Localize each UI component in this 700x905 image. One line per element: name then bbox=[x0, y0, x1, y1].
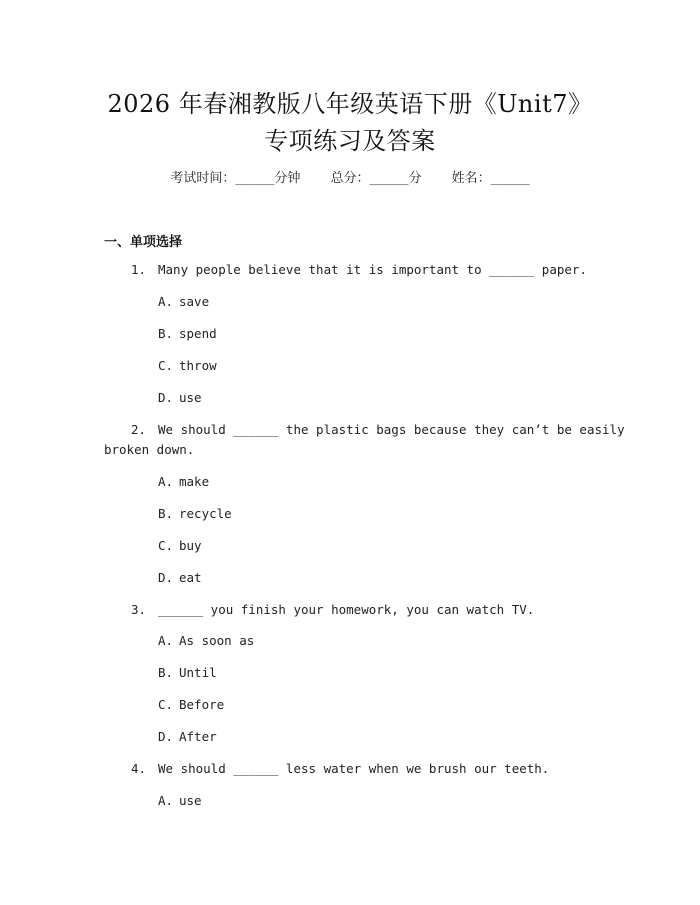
question-4 bbox=[131, 761, 549, 777]
option-1a bbox=[158, 294, 209, 310]
option-3b bbox=[158, 665, 217, 681]
question-3 bbox=[131, 602, 534, 618]
option-letter: A. bbox=[158, 633, 174, 648]
question-text: ______ you finish your homework, you can watch TV. bbox=[158, 602, 535, 617]
question-number: 1. bbox=[131, 262, 147, 277]
option-text: buy bbox=[179, 538, 202, 553]
option-letter: A. bbox=[158, 474, 174, 489]
option-letter: C. bbox=[158, 358, 174, 373]
option-text: spend bbox=[179, 326, 217, 341]
question-2 bbox=[131, 422, 625, 438]
option-letter: D. bbox=[158, 390, 174, 405]
exam-meta-line bbox=[0, 167, 700, 186]
option-1c bbox=[158, 358, 217, 374]
option-4a bbox=[158, 793, 202, 809]
question-1 bbox=[131, 262, 587, 278]
option-text: eat bbox=[179, 570, 202, 585]
section-heading: 一、单项选择 bbox=[104, 235, 183, 250]
question-number: 2. bbox=[131, 422, 147, 437]
question-2-continuation: broken down. bbox=[104, 442, 195, 457]
option-text: Until bbox=[179, 665, 217, 680]
option-letter: C. bbox=[158, 697, 174, 712]
question-text: Many people believe that it is important to ______ paper. bbox=[158, 262, 587, 277]
option-letter: C. bbox=[158, 538, 174, 553]
option-1b bbox=[158, 326, 217, 342]
option-text: use bbox=[179, 793, 202, 808]
option-3c bbox=[158, 697, 224, 713]
option-2c bbox=[158, 538, 202, 554]
document-title-line-2: 专项练习及答案 bbox=[264, 127, 436, 155]
option-text: recycle bbox=[179, 506, 232, 521]
exam-time-field: 考试时间：______分钟 bbox=[170, 171, 301, 186]
option-text: throw bbox=[179, 358, 217, 373]
document-title-line-1: 2026 年春湘教版八年级英语下册《Unit7》 bbox=[107, 90, 593, 118]
option-letter: D. bbox=[158, 570, 174, 585]
option-letter: D. bbox=[158, 729, 174, 744]
option-3a bbox=[158, 633, 254, 649]
option-letter: B. bbox=[158, 506, 174, 521]
question-number: 3. bbox=[131, 602, 147, 617]
option-2b bbox=[158, 506, 232, 522]
option-text: make bbox=[179, 474, 210, 489]
option-letter: B. bbox=[158, 326, 174, 341]
student-name-field: 姓名：______ bbox=[451, 171, 530, 186]
option-text: save bbox=[179, 294, 210, 309]
option-letter: A. bbox=[158, 294, 174, 309]
question-number: 4. bbox=[131, 761, 147, 776]
option-3d bbox=[158, 729, 217, 745]
option-letter: B. bbox=[158, 665, 174, 680]
option-text: Before bbox=[179, 697, 225, 712]
question-text: We should ______ less water when we brush our teeth. bbox=[158, 761, 550, 776]
option-text: After bbox=[179, 729, 217, 744]
option-letter: A. bbox=[158, 793, 174, 808]
option-2d bbox=[158, 570, 202, 586]
option-2a bbox=[158, 474, 209, 490]
option-text: As soon as bbox=[179, 633, 255, 648]
option-1d bbox=[158, 390, 202, 406]
option-text: use bbox=[179, 390, 202, 405]
total-score-field: 总分：______分 bbox=[330, 171, 422, 186]
question-text: We should ______ the plastic bags because they can’t be easily bbox=[158, 422, 625, 437]
